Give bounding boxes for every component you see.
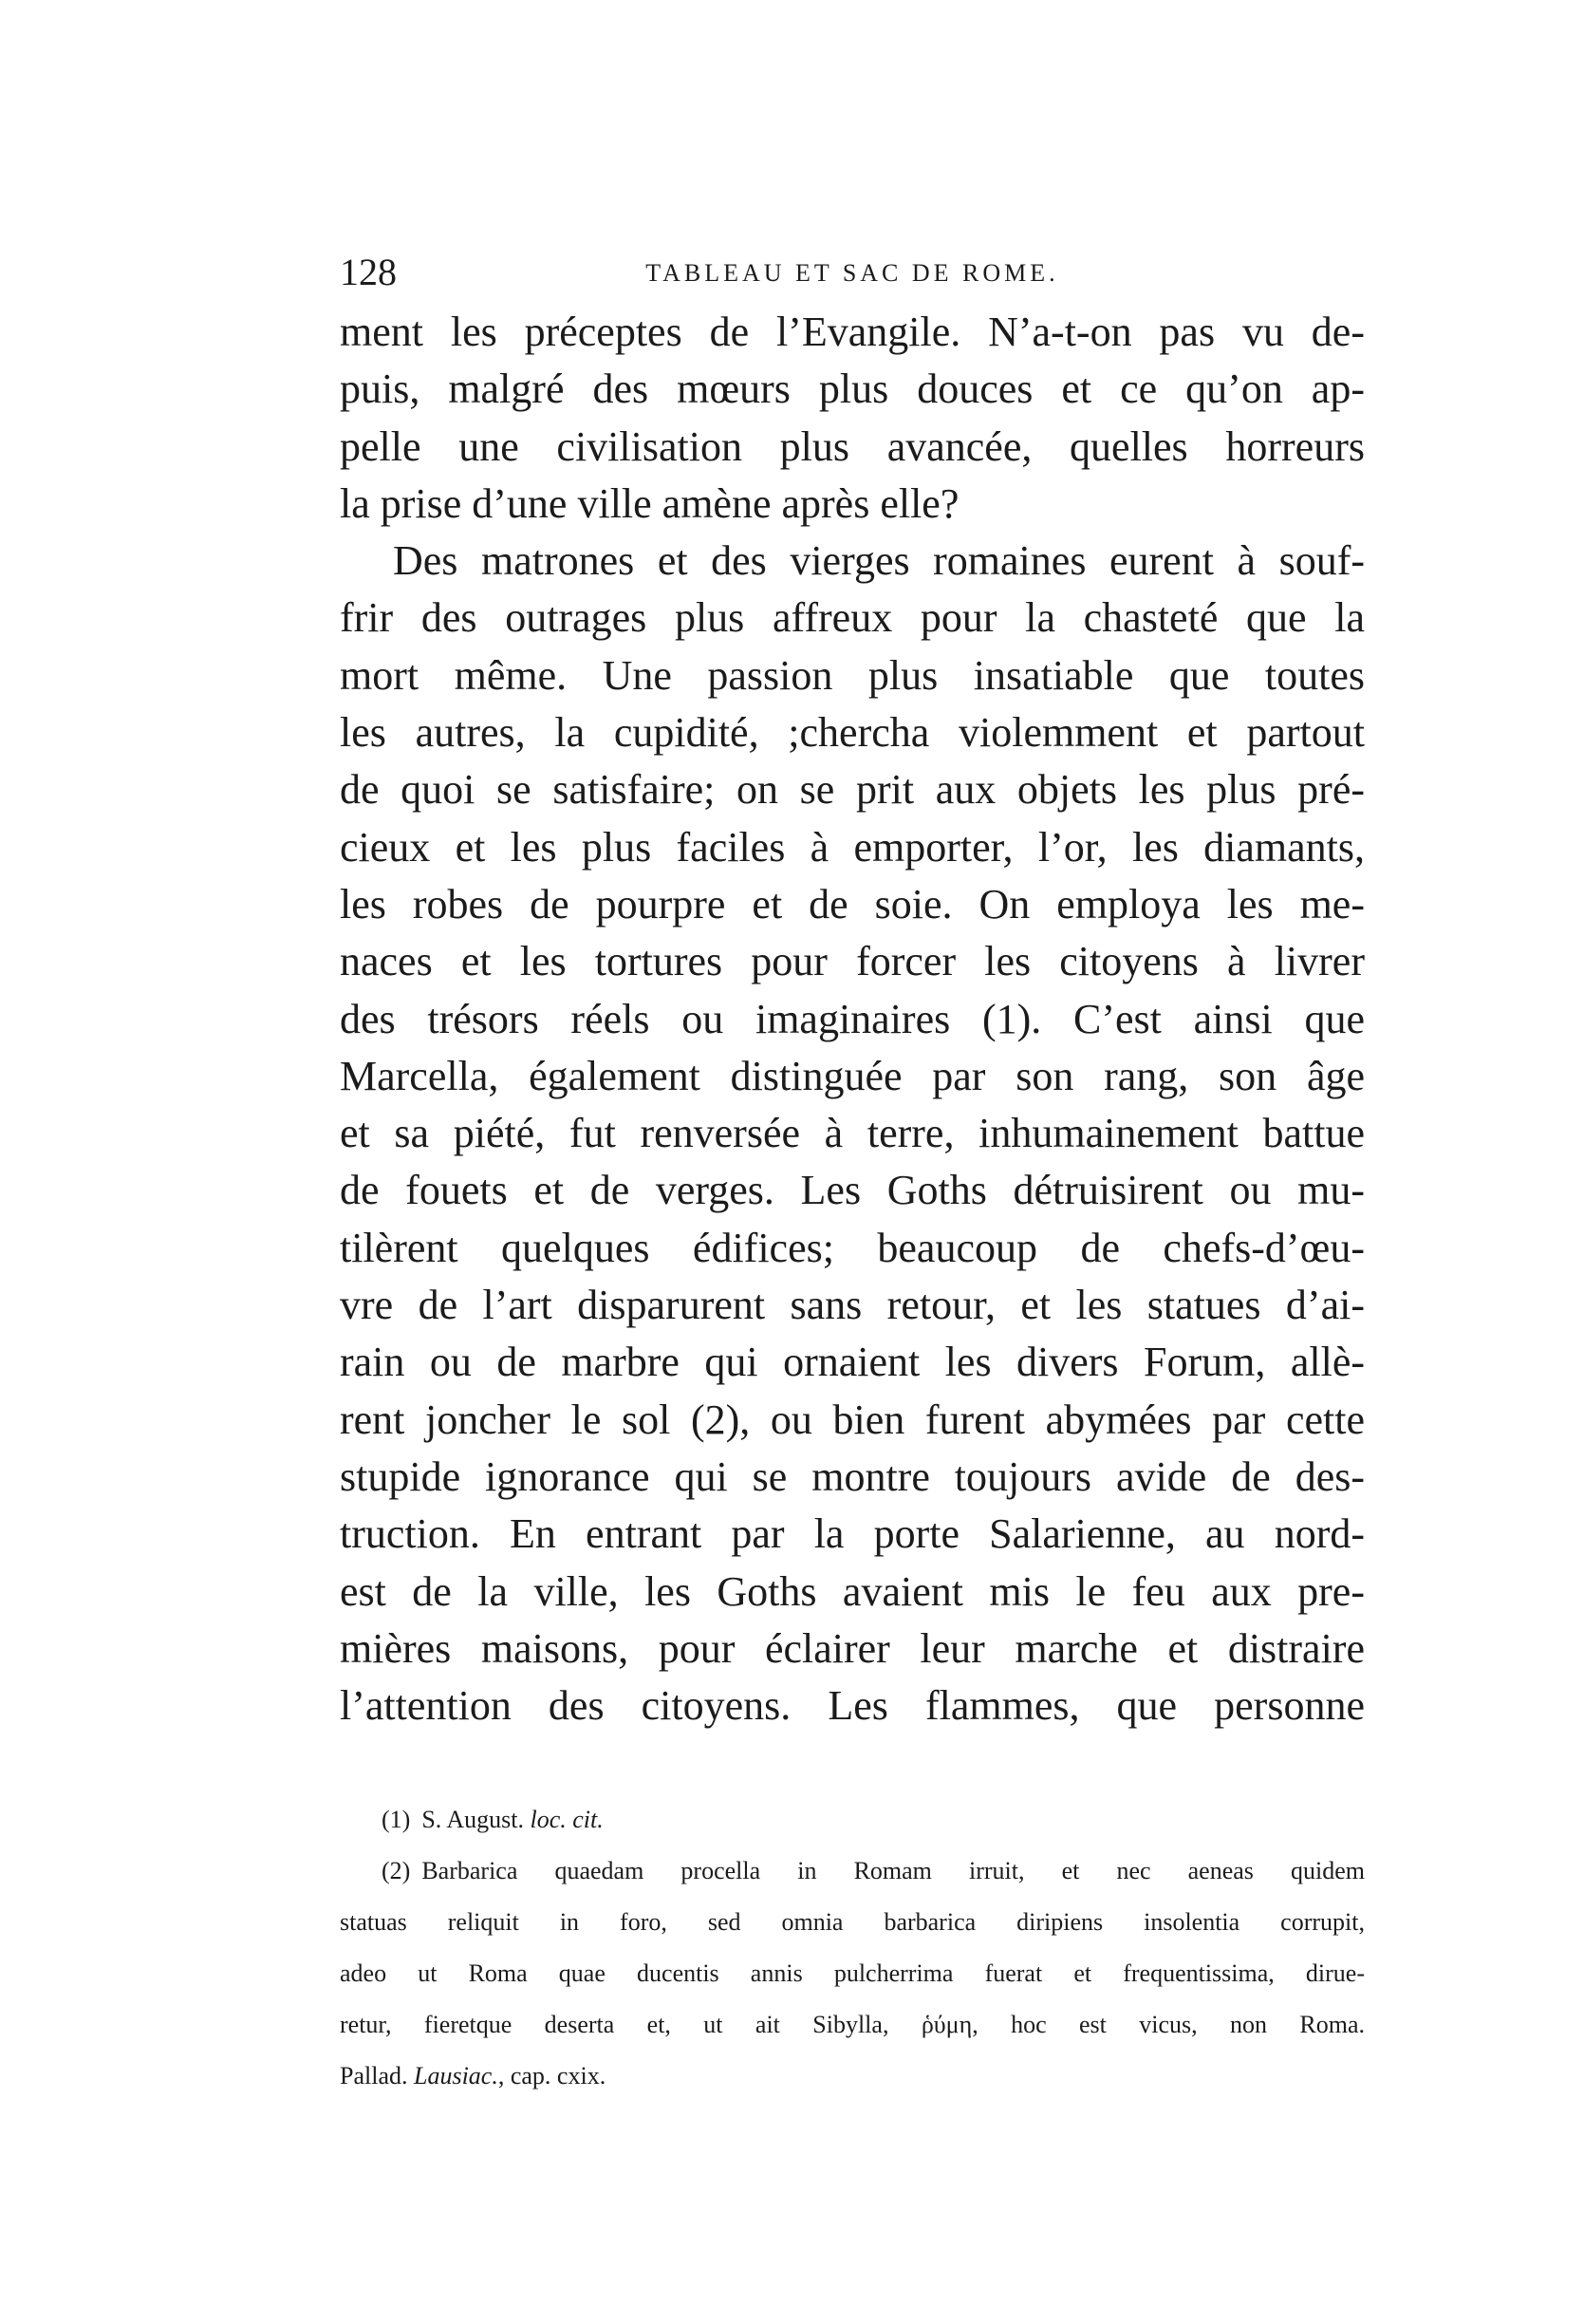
footnote-text: Pallad. <box>340 2062 408 2090</box>
footnote-2-line: retur, fieretque deserta et, ut ait Sibylla, ῥύμη, hoc est vicus, non Roma. <box>340 2011 1365 2038</box>
footnote-italic: loc. cit. <box>530 1806 604 1833</box>
text-line: frir des outrages plus affreux pour la chasteté que la <box>340 594 1365 642</box>
footnote-marker: (1) <box>382 1806 411 1833</box>
text-line: Marcella, également distinguée par son rang, son âge <box>340 1052 1365 1099</box>
text-line: cieux et les plus faciles à emporter, l’or, les diamants, <box>340 823 1365 871</box>
footnote-text: S. August. <box>421 1806 524 1833</box>
footnotes <box>340 1794 1365 2102</box>
running-head <box>340 249 1365 296</box>
footnote-text: , cap. cxix. <box>497 2062 606 2090</box>
footnote-1 <box>340 1794 1365 1846</box>
text-line: la prise d’une ville amène après elle? <box>340 479 960 527</box>
text-line: les autres, la cupidité, ;chercha violemment et partout <box>340 709 1365 757</box>
footnote-2-line: adeo ut Roma quae ducentis annis pulcherrima fuerat et frequentissima, dirue- <box>340 1959 1365 1987</box>
text-line: Des matrones et des vierges romaines eurent à souf- <box>393 537 1365 585</box>
footnote-marker: (2) <box>382 1857 411 1884</box>
text-line: truction. En entrant par la porte Salarienne, au nord- <box>340 1510 1365 1558</box>
text-line: les robes de pourpre et de soie. On employa les me- <box>340 880 1365 928</box>
text-line: l’attention des citoyens. Les flammes, que personne <box>340 1682 1365 1730</box>
text-line: rain ou de marbre qui ornaient les divers Forum, allè- <box>340 1339 1365 1386</box>
text-line: stupide ignorance qui se montre toujours avide de des- <box>340 1452 1365 1500</box>
text-line: de quoi se satisfaire; on se prit aux objets les plus pré- <box>340 766 1365 814</box>
text-line: naces et les tortures pour forcer les citoyens à livrer <box>340 938 1365 985</box>
text-line: des trésors réels ou imaginaires (1). C’est ainsi que <box>340 995 1365 1042</box>
body-text <box>340 304 1365 1734</box>
text-line: mort même. Une passion plus insatiable que toutes <box>340 651 1365 699</box>
page-number: 128 <box>340 251 397 293</box>
footnote-text: Barbarica quaedam procella in Romam irruit, et nec aeneas quidem <box>421 1857 1365 1884</box>
text-line: pelle une civilisation plus avancée, quelles horreurs <box>340 422 1365 470</box>
text-line: ment les préceptes de l’Evangile. N’a-t-on pas vu de- <box>340 309 1365 355</box>
text-line: puis, malgré des mœurs plus douces et ce qu’on ap- <box>340 365 1365 413</box>
text-line: rent joncher le sol (2), ou bien furent abymées par cette <box>340 1396 1365 1443</box>
text-line: de fouets et de verges. Les Goths détruisirent ou mu- <box>340 1167 1365 1214</box>
running-title: TABLEAU ET SAC DE ROME. <box>645 259 1059 287</box>
footnote-italic: Lausiac. <box>414 2062 498 2090</box>
footnote-2-line: statuas reliquit in foro, sed omnia barbarica diripiens insolentia corrupit, <box>340 1908 1365 1936</box>
footnote-2-line <box>340 2051 1365 2102</box>
footnote-2-line <box>340 1846 1365 1897</box>
text-line: vre de l’art disparurent sans retour, et les statues d’ai- <box>340 1282 1365 1329</box>
text-line: tilèrent quelques édifices; beaucoup de chefs-d’œu- <box>340 1224 1365 1271</box>
text-line: mières maisons, pour éclairer leur marche et distraire <box>340 1624 1365 1672</box>
text-line: est de la ville, les Goths avaient mis le feu aux pre- <box>340 1567 1365 1615</box>
text-line: et sa piété, fut renversée à terre, inhumainement battue <box>340 1110 1365 1157</box>
